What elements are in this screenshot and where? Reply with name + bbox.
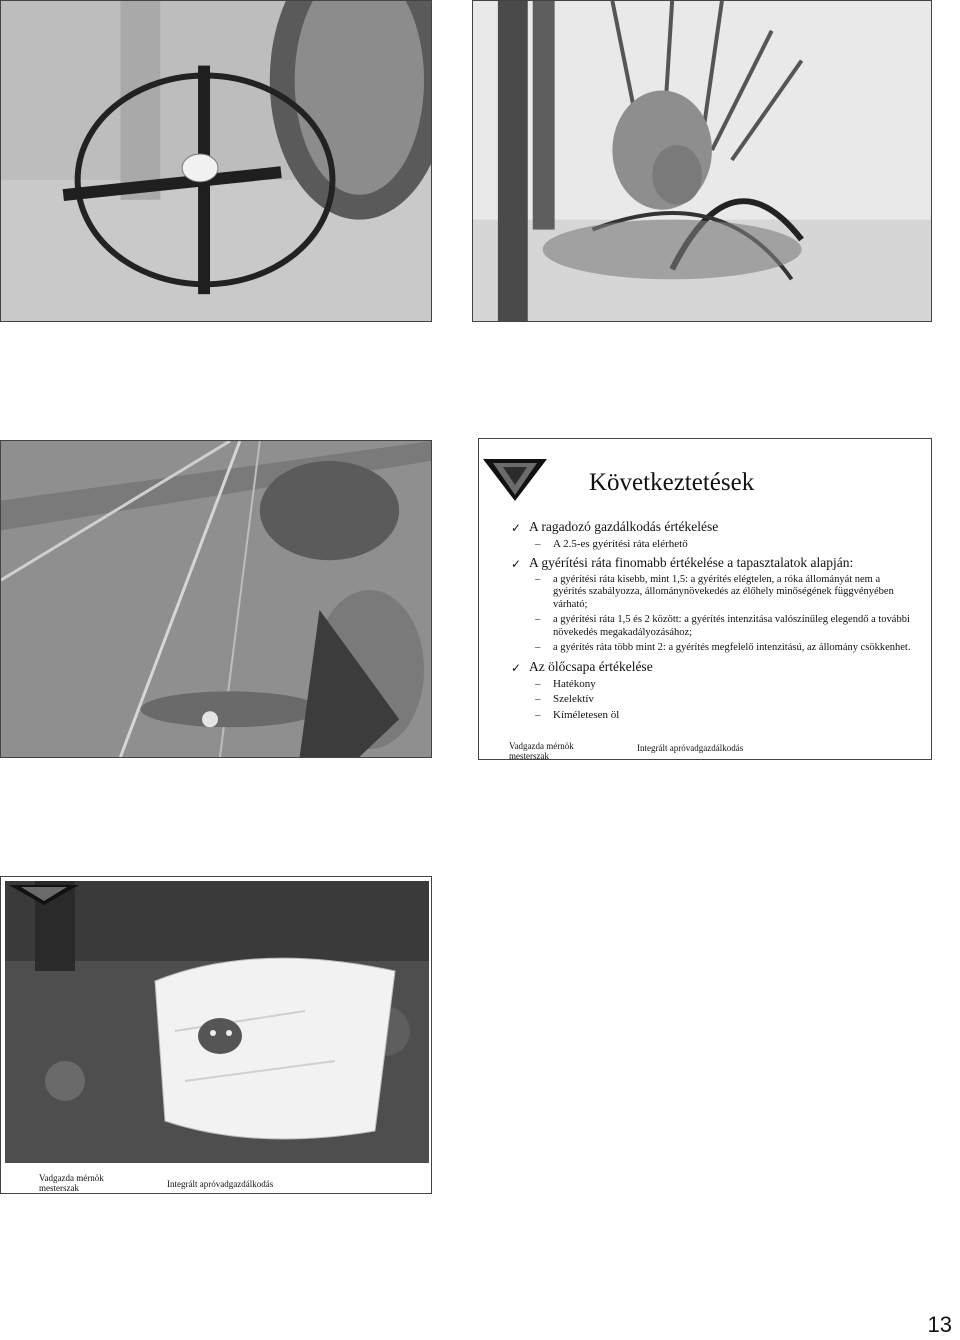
checkmark-bullet-icon: ✓ <box>511 660 522 675</box>
slide-footer-program: Vadgazda mérnök mesterszak <box>509 741 574 760</box>
bullet-item: ✓ A gyérítési ráta finomabb értékelése a tapasztalatok alapján: <box>511 554 854 571</box>
checkmark-bullet-icon: ✓ <box>511 556 522 571</box>
slide-fox-in-bag <box>0 876 432 1194</box>
slide-footer-program: Vadgazda mérnök mesterszak <box>39 1173 104 1193</box>
sub-item: – Kíméletesen öl <box>535 708 620 721</box>
triangle-logo-icon <box>9 883 79 905</box>
sub-item: – Szelektív <box>535 693 594 705</box>
checkmark-bullet-icon: ✓ <box>511 521 522 535</box>
photo-fox-in-bag <box>5 881 429 1163</box>
page-number: 13 <box>927 1312 952 1337</box>
slide-footer-course: Integrált apróvadgazdálkodás <box>167 1179 274 1189</box>
bullet-item: ✓ A ragadozó gazdálkodás értékelése <box>511 519 719 535</box>
sub-item: – a gyérítési ráta 1,5 és 2 között: a gyérítés intenzitása valószínűleg elegendő a további növekedés megakadályozásához; <box>535 614 910 638</box>
sub-item: – a gyérítési ráta kisebb, mint 1,5: a gyérítés elégtelen, a róka állományát nem a gyérítés szabályozza, állománynövekedés az élőhely minőségének függvényében várható; <box>535 573 894 610</box>
sub-item: – A 2.5-es gyérítési ráta elérhető <box>535 538 688 550</box>
sub-item: – Hatékony <box>535 677 596 690</box>
slide-footer-course: Integrált apróvadgazdálkodás <box>637 743 744 753</box>
photo-snare-trap <box>0 0 432 322</box>
bullet-item: ✓ Az ölőcsapa értékelése <box>511 658 653 675</box>
triangle-logo-icon <box>483 455 547 503</box>
slide-title: Következtetések <box>589 469 755 496</box>
sub-item: – a gyérítés ráta több mint 2: a gyérítés megfelelő intenzitású, az állomány csökkenhet. <box>535 642 911 653</box>
bullet-list <box>509 519 929 721</box>
photo-field-with-fox <box>0 440 432 758</box>
photo-fox-in-snow <box>472 0 932 322</box>
slide-conclusions <box>478 438 932 760</box>
